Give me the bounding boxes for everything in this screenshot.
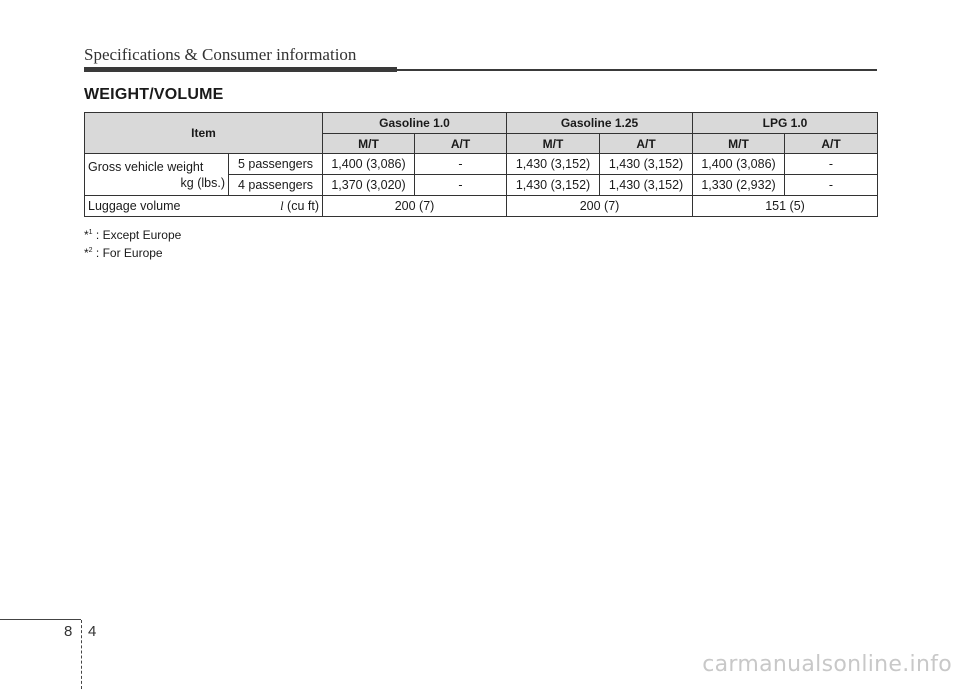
page-corner-rule — [0, 619, 81, 620]
table-cell: 1,400 (3,086) — [323, 154, 415, 175]
table-cell: - — [415, 154, 507, 175]
table-row — [85, 154, 878, 175]
header-row-engines — [85, 113, 878, 134]
header-title: Specifications & Consumer information — [84, 45, 357, 64]
weight-volume-table — [84, 112, 878, 217]
luggage-label: Luggage volume — [88, 198, 181, 213]
transmission-header: M/T — [323, 134, 415, 154]
page-gutter-rule — [81, 620, 82, 689]
table-row — [85, 196, 878, 217]
footnote-number: 1 — [88, 229, 93, 236]
gross-weight-unit: kg (lbs.) — [180, 175, 225, 190]
table-cell: 1,330 (2,932) — [693, 175, 785, 196]
table-cell: - — [785, 154, 878, 175]
footnote-2 — [84, 246, 163, 260]
table-cell: 1,370 (3,020) — [323, 175, 415, 196]
luggage-unit — [280, 199, 319, 214]
footnote-mark: * — [84, 246, 89, 260]
gross-weight-label: Gross vehicle weight — [88, 159, 204, 174]
transmission-header: M/T — [693, 134, 785, 154]
transmission-header: A/T — [600, 134, 693, 154]
engine-header-1: Gasoline 1.0 — [323, 113, 507, 134]
table-cell: 151 (5) — [693, 196, 878, 217]
table-cell: - — [785, 175, 878, 196]
liter-symbol: l — [280, 198, 284, 213]
section-title: WEIGHT/VOLUME — [84, 86, 224, 103]
gross-weight-label-cell — [85, 154, 229, 196]
transmission-header: M/T — [507, 134, 600, 154]
engine-header-2: Gasoline 1.25 — [507, 113, 693, 134]
engine-header-3: LPG 1.0 — [693, 113, 878, 134]
footnote-mark: * — [84, 228, 89, 242]
table-cell: 1,430 (3,152) — [507, 175, 600, 196]
passengers-cell: 4 passengers — [229, 175, 323, 196]
chapter-number: 8 — [64, 623, 73, 640]
header-rule-thin — [397, 69, 877, 71]
transmission-header: A/T — [785, 134, 878, 154]
luggage-label-cell — [85, 196, 323, 217]
luggage-unit-rest: (cu ft) — [283, 198, 319, 213]
footnote-text: : Except Europe — [92, 228, 182, 242]
footnote-text: : For Europe — [92, 246, 163, 260]
footnote-number: 2 — [88, 247, 93, 254]
table-cell: 200 (7) — [323, 196, 507, 217]
transmission-header: A/T — [415, 134, 507, 154]
watermark: carmanualsonline.info — [702, 652, 952, 677]
table-cell: - — [415, 175, 507, 196]
footnote-1 — [84, 228, 181, 242]
header-rule-thick — [84, 67, 397, 72]
passengers-cell: 5 passengers — [229, 154, 323, 175]
table-cell: 1,430 (3,152) — [507, 154, 600, 175]
table-cell: 1,430 (3,152) — [600, 154, 693, 175]
item-header: Item — [85, 113, 323, 154]
table-cell: 1,400 (3,086) — [693, 154, 785, 175]
page-number: 4 — [88, 623, 97, 640]
table-cell: 200 (7) — [507, 196, 693, 217]
table-cell: 1,430 (3,152) — [600, 175, 693, 196]
